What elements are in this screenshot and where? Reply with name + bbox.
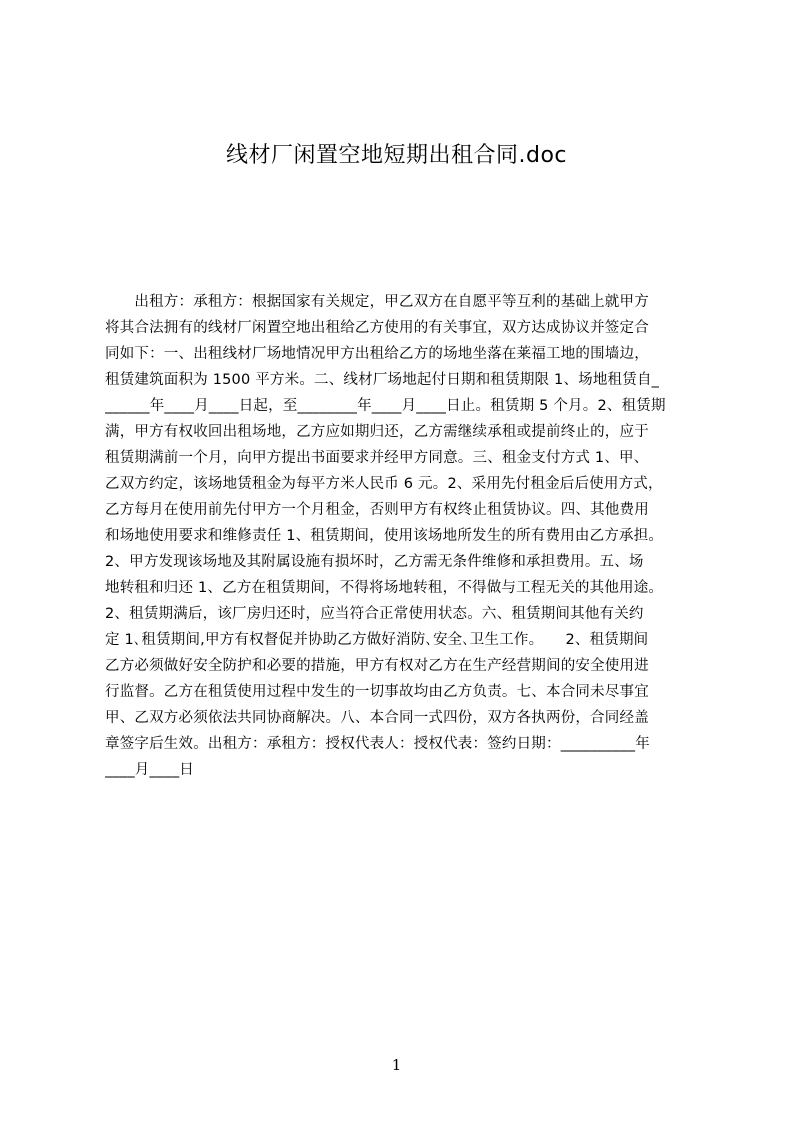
body-line: 2、甲方发现该场地及其附属设施有损坏时，乙方需无条件维修和承担费用。五、场: [105, 554, 644, 570]
body-line: 租赁建筑面积为 1500 平方米。二、线材厂场地起付日期和租赁期限 1、场地租赁自_: [105, 372, 660, 388]
body-line: 出租方：承租方：根据国家有关规定，甲乙双方在自愿平等互利的基础上就甲方: [105, 294, 649, 310]
body-line: 租赁期满前一个月，向甲方提出书面要求并经甲方同意。三、租金支付方式 1、甲、: [105, 450, 649, 466]
body-line: 将其合法拥有的线材厂闲置空地出租给乙方使用的有关事宜，双方达成协议并签定合: [105, 320, 649, 336]
body-line: 行监督。乙方在租赁使用过程中发生的一切事故均由乙方负责。七、本合同未尽事宜: [105, 684, 649, 700]
body-line: 满，甲方有权收回出租场地，乙方应如期归还，乙方需继续承租或提前终止的，应于: [105, 424, 649, 440]
body-line: 乙方必须做好安全防护和必要的措施，甲方有权对乙方在生产经营期间的安全使用进: [105, 658, 649, 674]
body-line: 2、租赁期满后，该厂房归还时，应当符合正常使用状态。六、租赁期间其他有关约: [105, 606, 644, 622]
body-line: 同如下：一、出租线材厂场地情况甲方出租给乙方的场地坐落在莱福工地的围墙边，: [105, 346, 649, 362]
body-line: 定 1､租赁期间,甲方有权督促并协助乙方做好消防､安全､卫生工作。 2、租赁期间: [105, 632, 649, 648]
contract-body: [105, 289, 698, 783]
document-title: 线材厂闲置空地短期出租合同.doc: [225, 143, 567, 168]
page-number: 1: [391, 1056, 402, 1074]
body-line: ____月____日: [105, 762, 194, 778]
body-line: 乙双方约定，该场地赁租金为每平方米人民币 6 元。2、采用先付租金后后使用方式，: [105, 476, 663, 492]
body-line: 乙方每月在使用前先付甲方一个月租金，否则甲方有权终止租赁协议。四、其他费用: [105, 502, 649, 518]
body-line: 和场地使用要求和维修责任 1、租赁期间，使用该场地所发生的所有费用由乙方承担。: [105, 528, 664, 544]
body-line: 章签字后生效。出租方：承租方：授权代表人：授权代表：签约日期：__________年: [105, 736, 650, 752]
body-line: 地转租和归还 1、乙方在租赁期间，不得将场地转租，不得做与工程无关的其他用途。: [105, 580, 664, 596]
body-line: ______年____月____日起，至________年____月____日止。租赁期 5 个月。2、租赁期: [105, 398, 666, 414]
body-line: 甲、乙双方必须依法共同协商解决。八、本合同一式四份，双方各执两份，合同经盖: [105, 710, 649, 726]
